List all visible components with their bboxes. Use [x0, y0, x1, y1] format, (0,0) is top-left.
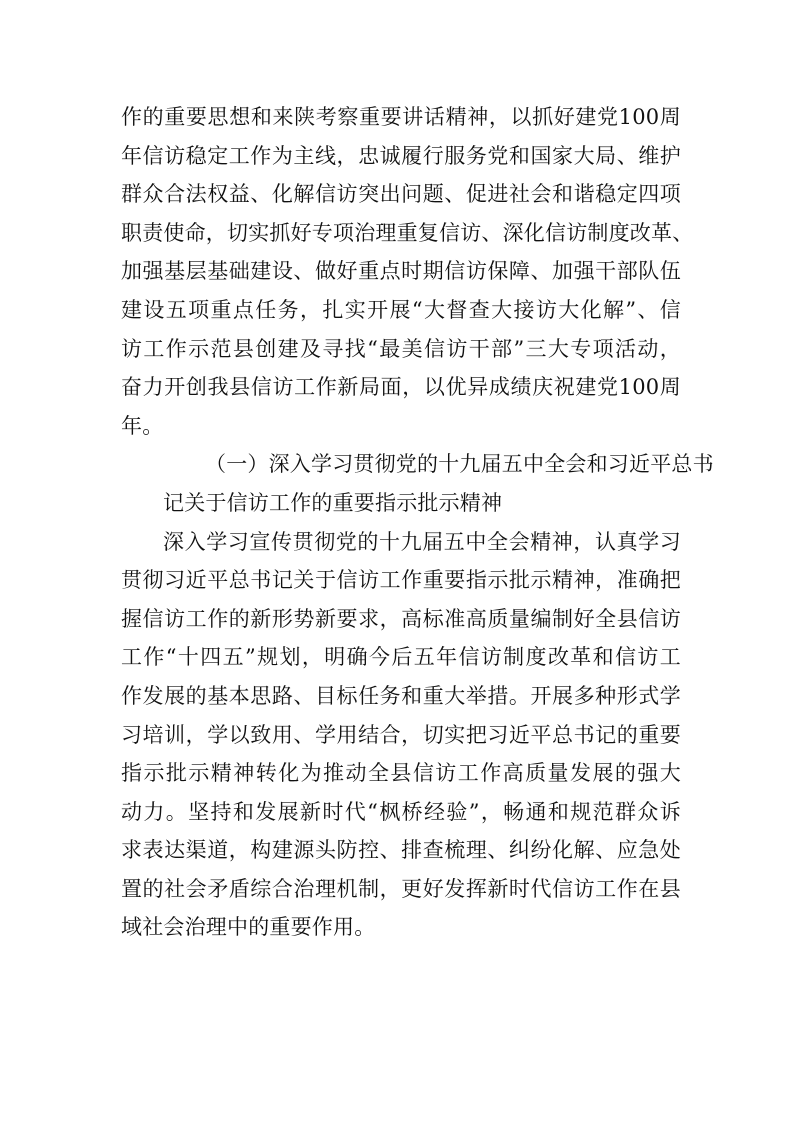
- text-line: 贯彻习近平总书记关于信访工作重要指示批示精神，准确把: [121, 568, 681, 593]
- heading-line: 记关于信访工作的重要指示批示精神: [163, 490, 503, 515]
- text-line: 指示批示精神转化为推动全县信访工作高质量发展的强大: [121, 761, 681, 786]
- text-line: 加强基层基础建设、做好重点时期信访保障、加强干部队伍: [121, 259, 681, 284]
- text-line: 习培训，学以致用、学用结合，切实把习近平总书记的重要: [121, 722, 681, 747]
- text-line: 访工作示范县创建及寻找“最美信访干部”三大专项活动，: [121, 336, 681, 361]
- text-line: 作发展的基本思路、目标任务和重大举措。开展多种形式学: [121, 683, 681, 708]
- text-line: 年信访稳定工作为主线，忠诚履行服务党和国家大局、维护: [121, 143, 681, 168]
- text-line: 建设五项重点任务，扎实开展“大督查大接访大化解”、信: [121, 297, 681, 322]
- text-line: 动力。坚持和发展新时代“枫桥经验”，畅通和规范群众诉: [121, 799, 681, 824]
- text-line: 深入学习宣传贯彻党的十九届五中全会精神，认真学习: [163, 529, 681, 554]
- text-line: 域社会治理中的重要作用。: [121, 915, 376, 940]
- text-line: 群众合法权益、化解信访突出问题、促进社会和谐稳定四项: [121, 182, 681, 207]
- text-line: 职责使命，切实抓好专项治理重复信访、深化信访制度改革、: [121, 220, 694, 245]
- text-line: 握信访工作的新形势新要求，高标准高质量编制好全县信访: [121, 606, 681, 631]
- paragraph-body: [121, 523, 681, 948]
- text-line: 工作“十四五”规划，明确今后五年信访制度改革和信访工: [121, 645, 681, 670]
- text-line: 年。: [121, 413, 164, 438]
- text-line: 奋力开创我县信访工作新局面，以优异成绩庆祝建党100周: [121, 375, 681, 400]
- document-body: [121, 98, 714, 947]
- heading-line: （一）深入学习贯彻党的十九届五中全会和习近平总书: [205, 452, 714, 477]
- paragraph-continued: [121, 98, 694, 445]
- section-heading: [121, 445, 714, 522]
- text-line: 求表达渠道，构建源头防控、排查梳理、纠纷化解、应急处: [121, 838, 681, 863]
- text-line: 置的社会矛盾综合治理机制，更好发挥新时代信访工作在县: [121, 876, 681, 901]
- text-line: 作的重要思想和来陕考察重要讲话精神，以抓好建党100周: [121, 105, 681, 129]
